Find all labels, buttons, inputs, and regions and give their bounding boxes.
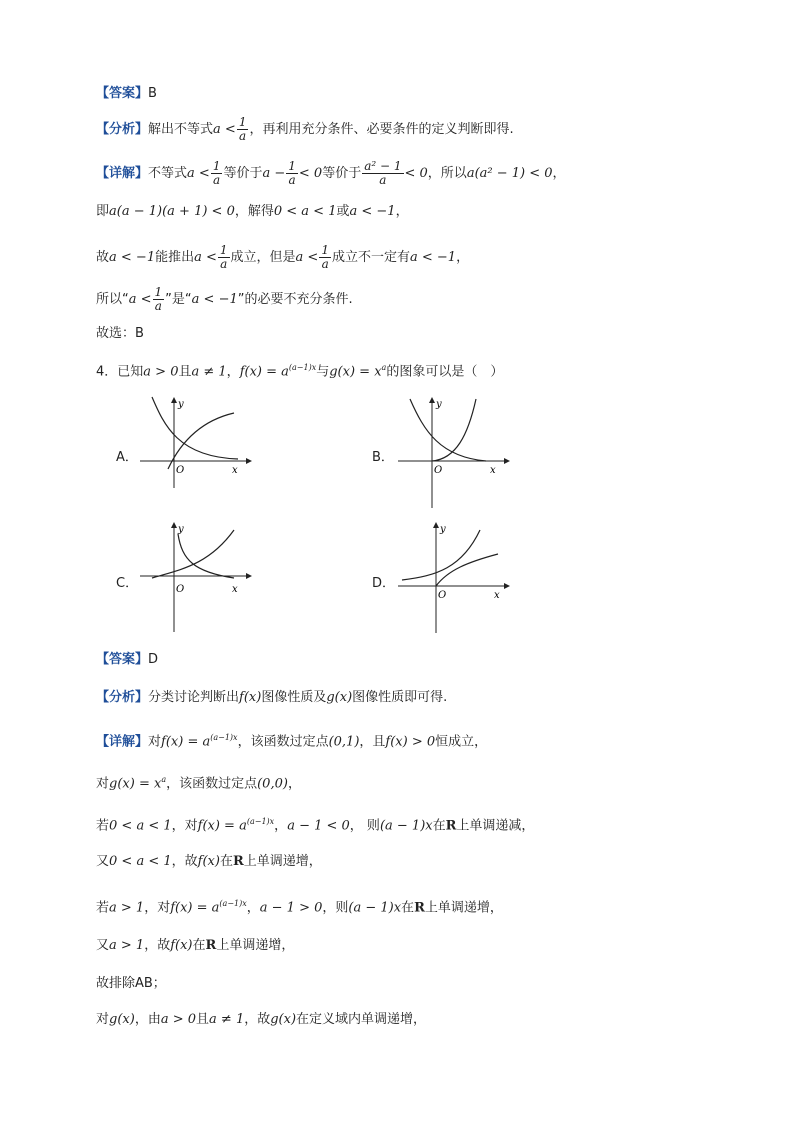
- q3-choice-line: 故选：B: [96, 326, 144, 341]
- option-c-label: C．: [116, 576, 139, 591]
- svg-text:x: x: [490, 465, 496, 476]
- q4-analysis-line: 【分析】分类讨论判断出f(x)图像性质及g(x)图像性质即可得.: [96, 690, 448, 705]
- q3-detail-line-4: 所以“a < $\frac{1}{a}$ ”是“a < −1”的必要不充分条件.: [96, 285, 353, 313]
- graph-option-b: [396, 395, 511, 510]
- svg-text:y: y: [436, 399, 442, 410]
- q4-detail-line-4: 又0 < a < 1，故f(x)在R上单调递增，: [96, 854, 322, 869]
- svg-text:O: O: [434, 465, 443, 476]
- graph-option-d: [396, 520, 511, 635]
- q3-detail-line-2: 即a(a − 1)(a + 1) < 0，解得0 < a < 1或a < −1，: [96, 204, 409, 219]
- q4-answer-value: D: [148, 652, 159, 667]
- q3-answer-value: B: [148, 86, 157, 101]
- q4-detail-line-8: 对g(x)，由a > 0且a ≠ 1，故g(x)在定义域内单调递增，: [96, 1012, 427, 1027]
- svg-text:x: x: [494, 590, 500, 601]
- fraction: $\frac{1}{a}$: [238, 115, 247, 143]
- option-d-label: D．: [372, 576, 396, 591]
- q4-detail-line-1: 【详解】对$f(x) = a^{(a-1)x}$，该函数过定点(0,1)，且f(x) > 0恒成立，: [96, 733, 488, 750]
- svg-text:O: O: [438, 590, 447, 601]
- q4-detail-line-7: 故排除AB；: [96, 976, 166, 991]
- analysis-tag: 【分析】: [96, 122, 149, 137]
- graph-option-c: [138, 520, 253, 635]
- detail-tag: 【详解】: [96, 166, 149, 181]
- answer-tag: 【答案】: [96, 86, 149, 101]
- option-a-label: A．: [116, 450, 138, 465]
- q4-detail-line-3: 若0 < a < 1，对$f(x) = a^{(a-1)x}$，a − 1 < 0， 则(a − 1)x在R上单调递减，: [96, 817, 535, 834]
- q4-answer-line: 【答案】D: [96, 652, 159, 667]
- x-axis-label: x: [232, 465, 238, 476]
- q3-detail-line: 【详解】不等式a < $\frac{1}{a}$ 等价于a − $\frac{1}{a}$ < 0等价于 $\frac{\text{a² − 1}}{a}$ < 0，所以a(a² − 1) < 0，: [96, 159, 566, 187]
- svg-text:y: y: [178, 524, 184, 535]
- svg-text:O: O: [176, 584, 185, 595]
- q4-stem: 4．已知a > 0且a ≠ 1，$f(x) = a^{(a-1)x}$与$g(x) = x^a$的图象可以是（ ）: [96, 363, 504, 380]
- q4-detail-line-2: 对$g(x) = x^a$，该函数过定点(0,0)，: [96, 775, 301, 792]
- q3-answer-line: [96, 84, 157, 104]
- graph-option-a: [138, 395, 253, 490]
- q3-detail-line-3: 故a < −1能推出a < $\frac{1}{a}$ 成立，但是a < $\frac{1}{a}$ 成立不一定有a < −1，: [96, 243, 470, 271]
- svg-text:y: y: [440, 524, 446, 535]
- option-b-label: B．: [372, 450, 394, 465]
- svg-text:x: x: [232, 584, 238, 595]
- origin-label: O: [176, 465, 185, 476]
- q3-analysis-line: 【分析】解出不等式a < $\frac{1}{a}$ ，再利用充分条件、必要条件的定义判断即得.: [96, 115, 514, 143]
- q4-detail-line-6: 又a > 1，故f(x)在R上单调递增，: [96, 938, 295, 953]
- q4-detail-line-5: 若a > 1，对$f(x) = a^{(a-1)x}$，a − 1 > 0，则(a − 1)x在R上单调递增，: [96, 899, 503, 916]
- y-axis-label: y: [178, 399, 184, 410]
